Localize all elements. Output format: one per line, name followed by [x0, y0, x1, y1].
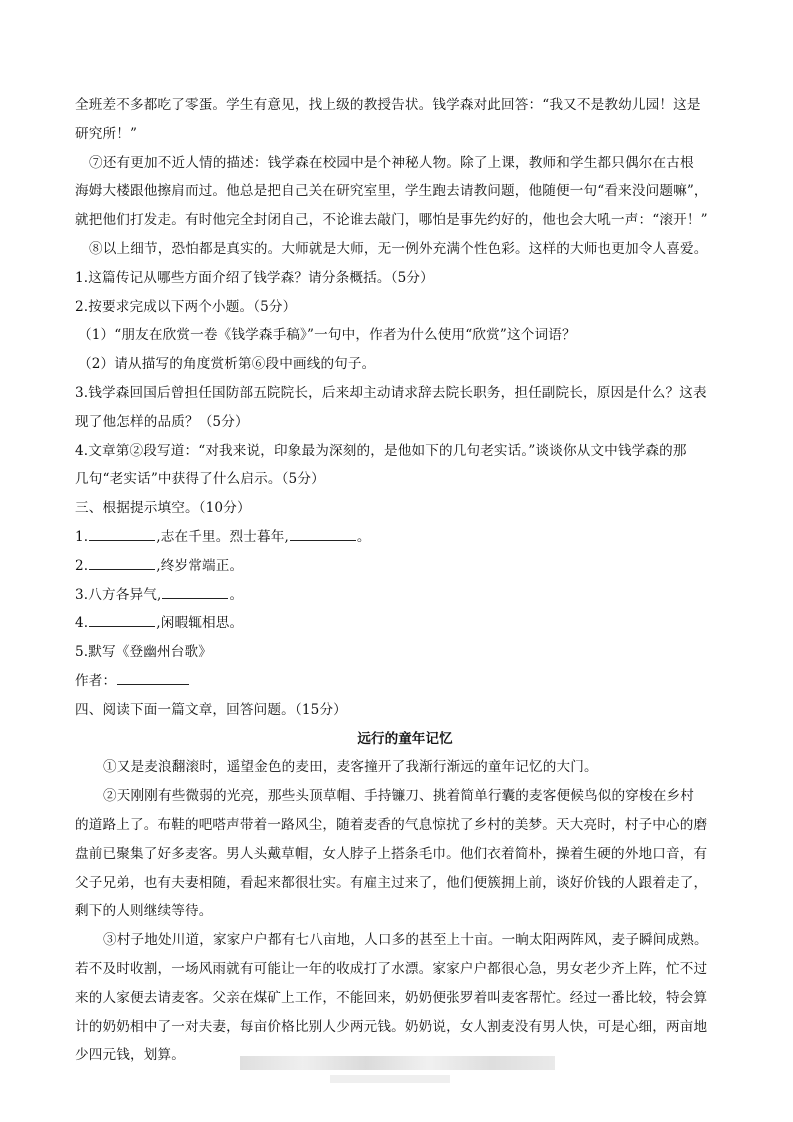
article-paragraph-3-line: 若不及时收割，一场风雨就有可能让一年的收成打了水漂。家家户户都很心急，男女老少齐上阵，忙不过: [75, 960, 708, 977]
article-paragraph-3-line: 少四元钱，划算。: [75, 1047, 185, 1064]
fill-text: 2.: [75, 557, 89, 574]
question-1: 1.这篇传记从哪些方面介绍了钱学森？请分条概括。（5分）: [75, 269, 434, 286]
question-4-line: 4.文章第②段写道：“对我来说，印象最为深刻的，是他如下的几句老实话。”谈谈你从文中钱学森的那: [75, 442, 687, 459]
answer-blank[interactable]: [290, 525, 356, 541]
section-4-heading: 四、阅读下面一篇文章，回答问题。（15分）: [75, 701, 347, 718]
article-paragraph-3-line: ③村子地处川道，家家户户都有七八亩地，人口多的甚至上十亩。一晌太阳两阵风，麦子瞬间成熟。: [103, 932, 708, 949]
fill-item-1: [75, 523, 735, 552]
fill-text: ,志在千里。烈士暮年,: [156, 528, 289, 545]
fill-text: 。: [356, 528, 371, 545]
article-paragraph-2-line: 盘前已聚集了好多麦客。男人头戴草帽，女人脖子上搭条毛巾。他们衣着简朴，操着生硬的外地口音，有: [75, 845, 708, 862]
article-paragraph-3-line: 计的奶奶相中了一对夫妻，每亩价格比别人少两元钱。奶奶说，女人割麦没有男人快，可是心细，两亩地: [75, 1018, 708, 1035]
article-paragraph-2-line: 剩下的人则继续等待。: [75, 903, 213, 920]
text-line: 研究所！”: [75, 125, 138, 142]
article-paragraph-2-line: ②天刚刚有些微弱的光亮，那些头顶草帽、手持镰刀、挑着简单行囊的麦客便候鸟似的穿梭在乡村: [103, 788, 694, 805]
author-label: 作者：: [75, 672, 117, 689]
question-2: 2.按要求完成以下两个小题。（5分）: [75, 298, 297, 315]
question-3-line: 现了他怎样的品质？（5分）: [75, 413, 249, 430]
fill-item-2: [75, 552, 735, 581]
article-paragraph-1: ①又是麦浪翻滚时，遥望金色的麦田，麦客撞开了我渐行渐远的童年记忆的大门。: [103, 759, 598, 776]
fill-text: ,终岁常端正。: [156, 557, 244, 574]
question-4-line: 几句“老实话”中获得了什么启示。（5分）: [75, 471, 325, 488]
blurred-footer-sub: [330, 1075, 450, 1083]
fill-text: ,闲暇辄相思。: [156, 615, 244, 632]
question-2-part-2: （2）请从描写的角度赏析第⑥段中画线的句子。: [78, 356, 376, 373]
document-body: [75, 91, 735, 1070]
author-blank[interactable]: [117, 669, 189, 685]
question-3-line: 3.钱学森回国后曾担任国防部五院院长，后来却主动请求辞去院长职务，担任副院长，原因是什么？这表: [75, 384, 707, 401]
article-paragraph-3-line: 来的人家便去请麦客。父亲在煤矿上工作，不能回来，奶奶便张罗着叫麦客帮忙。经过一番比较，特会算: [75, 989, 708, 1006]
fill-item-3: [75, 581, 735, 610]
paragraph-7-line: ⑦还有更加不近人情的描述：钱学森在校园中是个神秘人物。除了上课，教师和学生都只偶尔在古根: [89, 154, 694, 171]
paragraph-8-line: ⑧以上细节，恐怕都是真实的。大师就是大师，无一例外充满个性色彩。这样的大师也更加令人喜爱。: [89, 240, 708, 257]
article-paragraph-2-line: 父子兄弟，也有夫妻相随，看起来都很壮实。有雇主过来了，他们便簇拥上前，谈好价钱的人跟着走了，: [75, 874, 708, 891]
fill-item-4: [75, 609, 735, 638]
fill-text: 4.: [75, 615, 89, 632]
fill-item-5: 5.默写《登幽州台歌》: [75, 644, 212, 661]
article-paragraph-2-line: 的道路上了。布鞋的吧嗒声带着一路风尘，随着麦香的气息惊扰了乡村的美梦。天大亮时，村子中心的磨: [75, 816, 708, 833]
fill-text: 1.: [75, 528, 89, 545]
answer-blank[interactable]: [89, 554, 155, 570]
paragraph-7-line: 就把他们打发走。有时他完全封闭自己，不论谁去敲门，哪怕是事先约好的，他也会大吼一声：“滚开！”: [75, 212, 708, 229]
text-line: 全班差不多都吃了零蛋。学生有意见，找上级的教授告状。钱学森对此回答：“我又不是教幼儿园！这是: [75, 97, 701, 113]
blurred-footer: [240, 1056, 555, 1070]
article-title: 远行的童年记忆: [357, 730, 453, 747]
fill-text: 3.八方各异气,: [75, 586, 162, 603]
section-3-heading: 三、根据提示填空。（10分）: [75, 500, 251, 517]
answer-blank[interactable]: [89, 611, 155, 627]
author-line: [75, 667, 735, 696]
fill-text: 。: [229, 586, 244, 603]
question-2-part-1: （1）“朋友在欣赏一卷《钱学森手稿》”一句中，作者为什么使用“欣赏”这个词语？: [78, 327, 576, 344]
answer-blank[interactable]: [162, 583, 228, 599]
answer-blank[interactable]: [89, 525, 155, 541]
paragraph-7-line: 海姆大楼跟他擦肩而过。他总是把自己关在研究室里，学生跑去请教问题，他随便一句“看来没问题嘛”，: [75, 183, 708, 200]
